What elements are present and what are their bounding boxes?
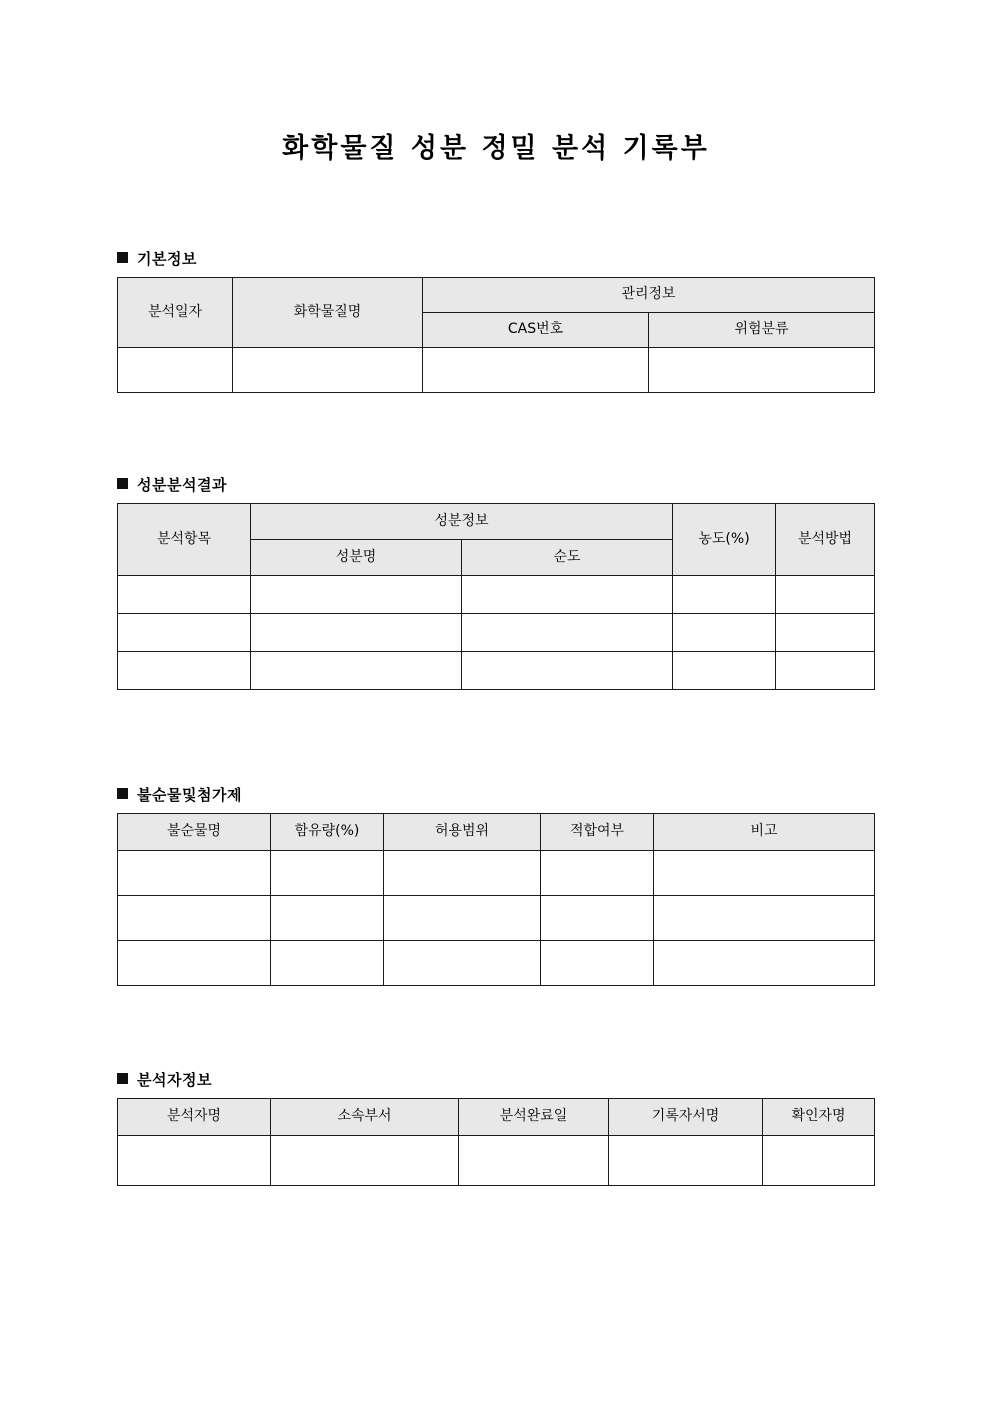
header-purity: 순도 <box>462 540 673 576</box>
section-heading-impurity-additive-label: 불순물및첨가제 <box>137 786 242 804</box>
table-row <box>118 576 875 614</box>
cell-purity[interactable] <box>462 614 673 652</box>
cell-conformity[interactable] <box>541 851 654 896</box>
header-component-name: 성분명 <box>251 540 462 576</box>
square-bullet-icon <box>117 252 128 263</box>
header-confirmer-name: 확인자명 <box>763 1099 875 1136</box>
cell-purity[interactable] <box>462 652 673 690</box>
cell-recorder-signature[interactable] <box>609 1136 763 1186</box>
page-title: 화학물질 성분 정밀 분석 기록부 <box>282 133 710 164</box>
section-heading-basic-info <box>117 250 874 268</box>
cell-impurity-name[interactable] <box>118 896 271 941</box>
header-allowed-range: 허용범위 <box>384 814 541 851</box>
cell-allowed-range[interactable] <box>384 851 541 896</box>
section-impurity-additive <box>117 786 874 986</box>
table-row <box>118 896 875 941</box>
section-heading-analyst-info-label: 분석자정보 <box>137 1071 212 1089</box>
cell-confirmer-name[interactable] <box>763 1136 875 1186</box>
cell-impurity-name[interactable] <box>118 851 271 896</box>
cell-remarks[interactable] <box>654 896 875 941</box>
header-chemical-name: 화학물질명 <box>233 278 423 348</box>
table-header-row <box>118 278 875 313</box>
section-analyst-info <box>117 1071 874 1186</box>
cell-analysis-date[interactable] <box>118 348 233 393</box>
header-management-info: 관리정보 <box>423 278 875 313</box>
header-analyst-name: 분석자명 <box>118 1099 271 1136</box>
section-heading-basic-info-label: 기본정보 <box>137 250 197 268</box>
cell-content[interactable] <box>271 941 384 986</box>
cell-hazard-class[interactable] <box>649 348 875 393</box>
header-conformity: 적합여부 <box>541 814 654 851</box>
cell-completion-date[interactable] <box>459 1136 609 1186</box>
cell-analysis-item[interactable] <box>118 652 251 690</box>
square-bullet-icon <box>117 1073 128 1084</box>
table-row <box>118 1136 875 1186</box>
cell-concentration[interactable] <box>673 652 776 690</box>
table-row <box>118 652 875 690</box>
cell-component-name[interactable] <box>251 614 462 652</box>
table-header-row <box>118 814 875 851</box>
cell-analyst-name[interactable] <box>118 1136 271 1186</box>
table-row <box>118 851 875 896</box>
table-header-row <box>118 504 875 540</box>
cell-analysis-method[interactable] <box>776 614 875 652</box>
section-heading-impurity-additive <box>117 786 874 804</box>
cell-purity[interactable] <box>462 576 673 614</box>
header-analysis-method: 분석방법 <box>776 504 875 576</box>
table-analyst-info <box>117 1098 875 1186</box>
header-cas-number: CAS번호 <box>423 313 649 348</box>
header-analysis-item: 분석항목 <box>118 504 251 576</box>
cell-conformity[interactable] <box>541 941 654 986</box>
square-bullet-icon <box>117 478 128 489</box>
header-completion-date: 분석완료일 <box>459 1099 609 1136</box>
section-heading-analyst-info <box>117 1071 874 1089</box>
section-heading-component-analysis <box>117 476 874 494</box>
header-analysis-date: 분석일자 <box>118 278 233 348</box>
cell-component-name[interactable] <box>251 576 462 614</box>
table-impurity-additive <box>117 813 875 986</box>
cell-analysis-method[interactable] <box>776 576 875 614</box>
cell-component-name[interactable] <box>251 652 462 690</box>
table-row <box>118 941 875 986</box>
header-hazard-class: 위험분류 <box>649 313 875 348</box>
cell-remarks[interactable] <box>654 941 875 986</box>
cell-conformity[interactable] <box>541 896 654 941</box>
cell-chemical-name[interactable] <box>233 348 423 393</box>
cell-analysis-item[interactable] <box>118 576 251 614</box>
cell-content[interactable] <box>271 896 384 941</box>
table-row <box>118 614 875 652</box>
table-header-row <box>118 1099 875 1136</box>
header-content: 함유량(%) <box>271 814 384 851</box>
cell-concentration[interactable] <box>673 614 776 652</box>
table-row <box>118 348 875 393</box>
cell-impurity-name[interactable] <box>118 941 271 986</box>
square-bullet-icon <box>117 788 128 799</box>
cell-cas-number[interactable] <box>423 348 649 393</box>
header-component-info: 성분정보 <box>251 504 673 540</box>
cell-remarks[interactable] <box>654 851 875 896</box>
cell-analysis-item[interactable] <box>118 614 251 652</box>
header-remarks: 비고 <box>654 814 875 851</box>
cell-allowed-range[interactable] <box>384 941 541 986</box>
section-basic-info <box>117 250 874 393</box>
cell-analysis-method[interactable] <box>776 652 875 690</box>
cell-allowed-range[interactable] <box>384 896 541 941</box>
cell-department[interactable] <box>271 1136 459 1186</box>
header-impurity-name: 불순물명 <box>118 814 271 851</box>
table-component-analysis <box>117 503 875 690</box>
table-basic-info <box>117 277 875 393</box>
cell-content[interactable] <box>271 851 384 896</box>
header-department: 소속부서 <box>271 1099 459 1136</box>
section-component-analysis <box>117 476 874 690</box>
header-concentration: 농도(%) <box>673 504 776 576</box>
section-heading-component-analysis-label: 성분분석결과 <box>137 476 227 494</box>
cell-concentration[interactable] <box>673 576 776 614</box>
header-recorder-signature: 기록자서명 <box>609 1099 763 1136</box>
